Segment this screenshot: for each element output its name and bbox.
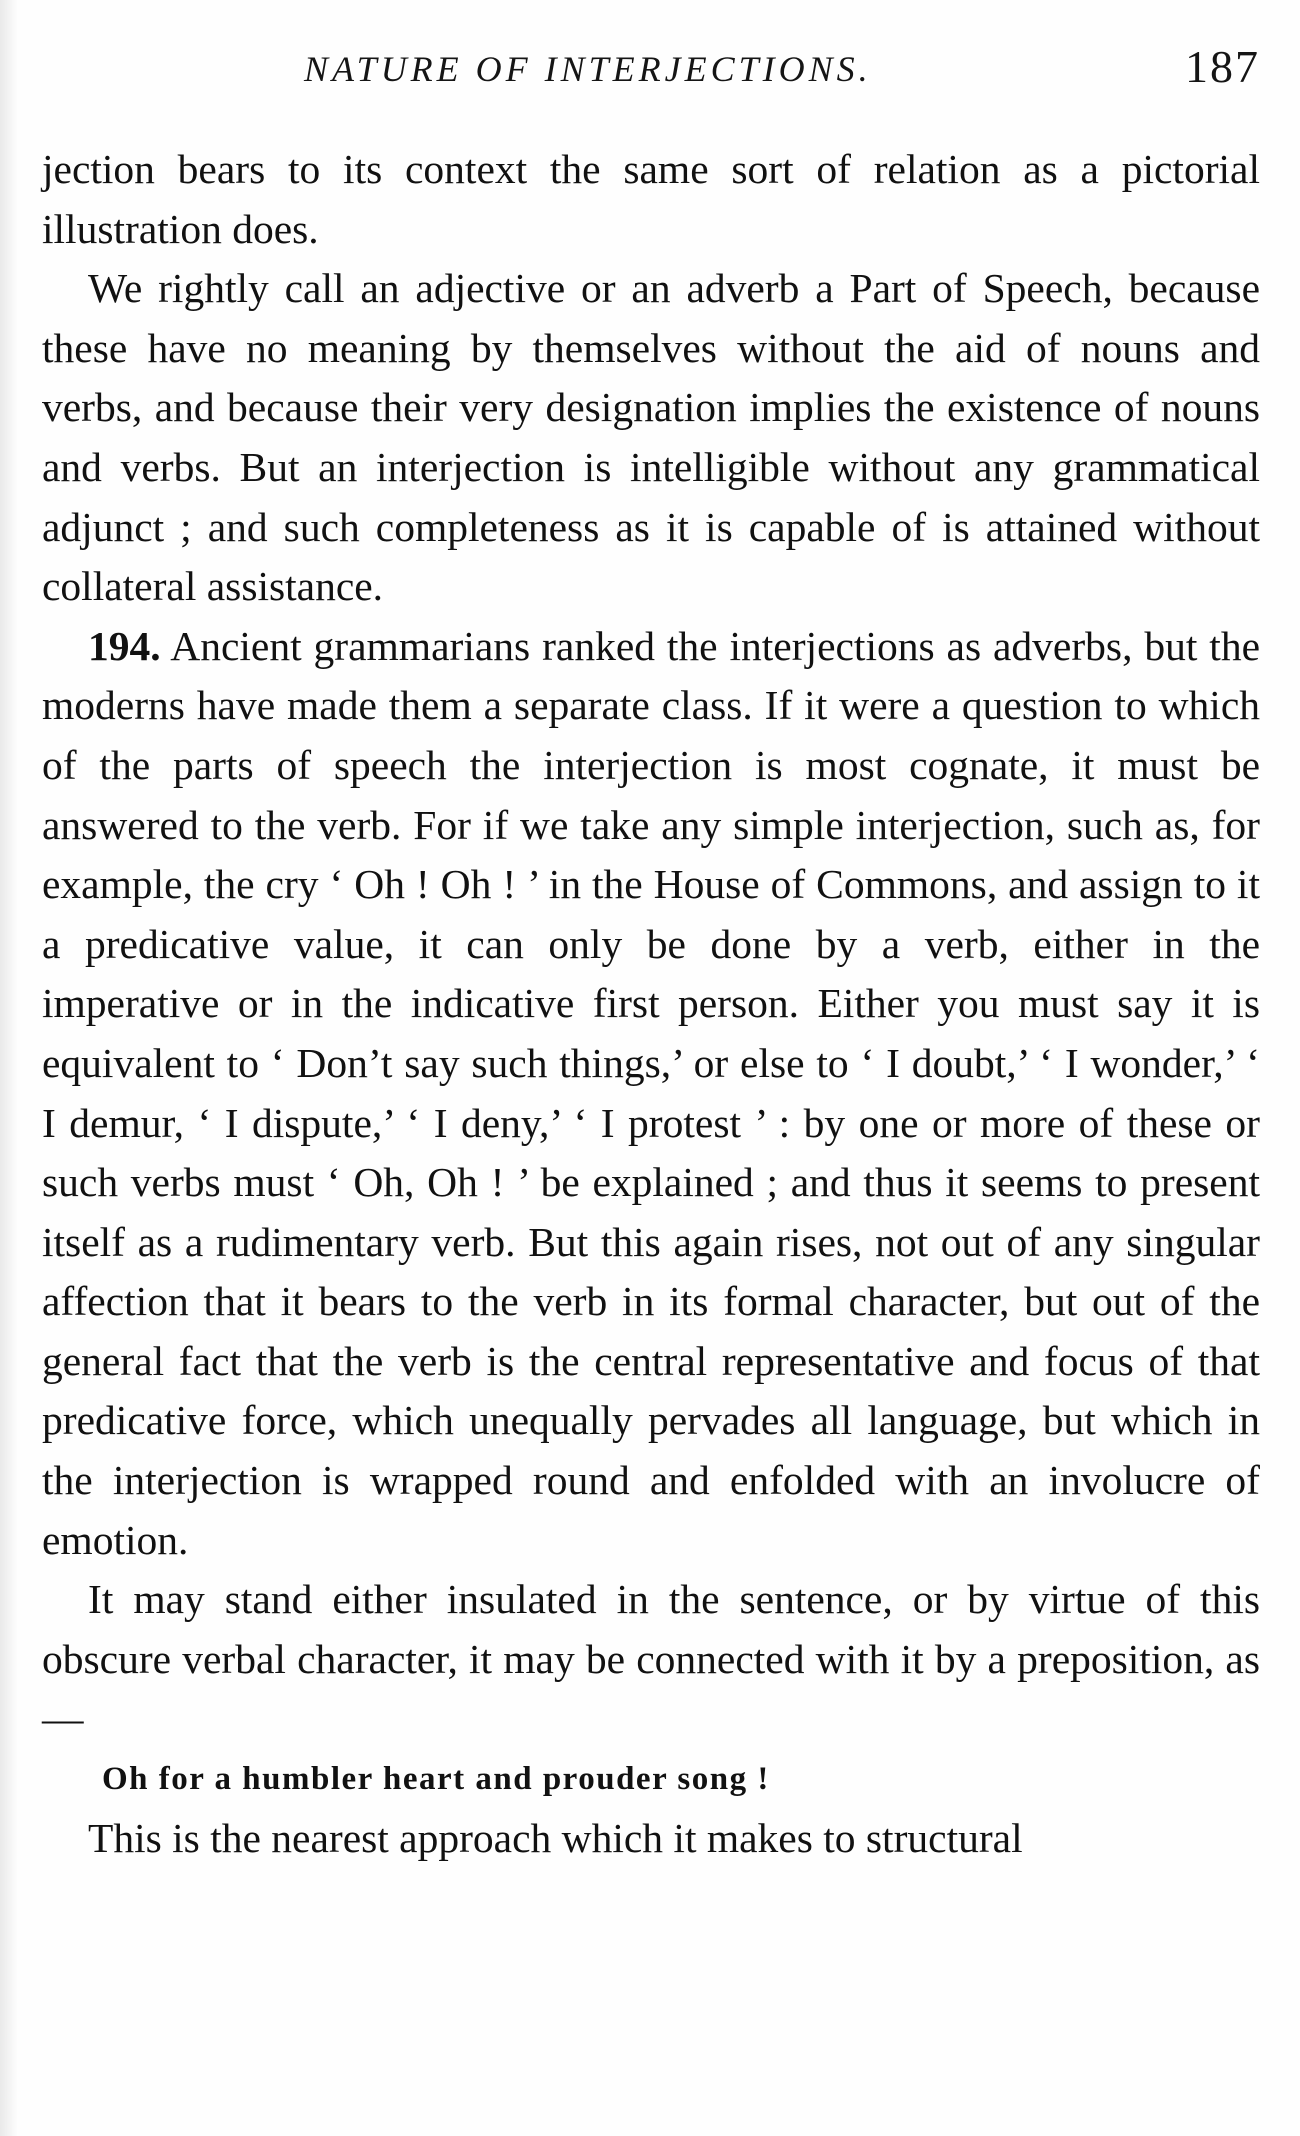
paragraph-insulated: It may stand either insulated in the sentence, or by virtue of this obscure verbal character, it may be connected with it by a preposition, as— — [42, 1576, 1260, 1742]
paragraph-structural: This is the nearest approach which it makes to structural — [88, 1815, 1023, 1862]
section-194-text: Ancient grammarians ranked the interjections as adverbs, but the moderns have made them a separate class. If it were a question to which of the parts of speech the interjection is most cognate, it must be answered to the verb. For if we take any simple interjection, such as, for example, the cry ‘ Oh ! Oh ! ’ in the House of Commons, and assign to it a predicative value, it can only be done by a verb, either in the imperative or in the indicative first person. Either you must say it is equivalent to ‘ Don’t say such things,’ or else to ‘ I doubt,’ ‘ I wonder,’ ‘ I demur, ‘ I dispute,’ ‘ I deny,’ ‘ I protest ’ : by one or more of these or such verbs must ‘ Oh, Oh ! ’ be explained ; and thus it seems to present itself as a rudimentary verb. But this again rises, not out of any singular affection that it bears to the verb in its formal character, but out of the general fact that the verb is the central representative and focus of that predicative force, which unequally pervades all language, but which in the interjection is wrapped round and enfolded with an involucre of emotion. — [42, 622, 1260, 1563]
page-gutter-shadow — [0, 0, 18, 2136]
body-text — [42, 140, 1260, 1869]
running-head — [42, 38, 1260, 108]
paragraph-section-194 — [42, 617, 1260, 1571]
page-number: 187 — [1185, 41, 1260, 92]
paragraph-continuation: jection bears to its context the same sort of relation as a pictorial illustration does. — [42, 146, 1260, 252]
running-head-title: NATURE OF INTERJECTIONS. — [304, 49, 872, 89]
block-quote: Oh for a humbler heart and prouder song ! — [102, 1761, 770, 1798]
paragraph-part-of-speech: We rightly call an adjective or an adverb a Part of Speech, because these have no meaning by themselves without the aid of nouns and verbs, and because their very designation implies the existence of nouns and verbs. But an interjection is intelligible without any grammatical adjunct ; and such completeness as it is capable of is attained without collateral assistance. — [42, 265, 1260, 610]
section-number: 194. — [88, 622, 161, 669]
